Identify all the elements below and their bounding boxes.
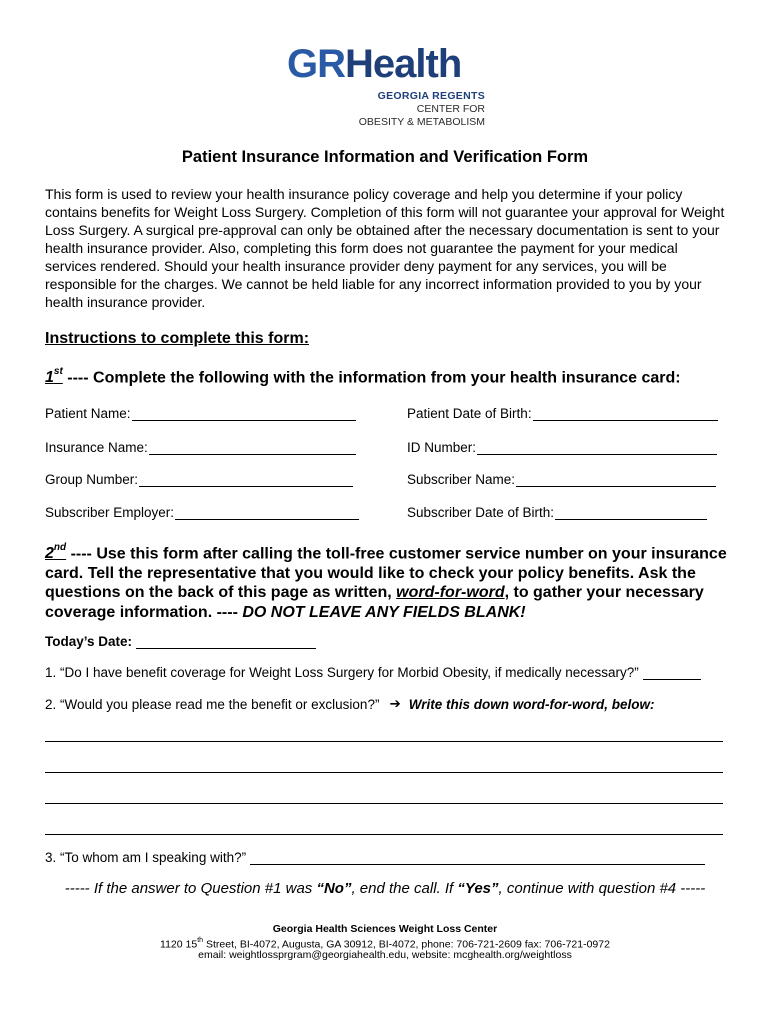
subscriber-employer-label: Subscriber Employer: <box>45 505 175 520</box>
subscriber-dob-line[interactable] <box>555 506 707 520</box>
arrow-right-icon: ➔ <box>389 696 401 711</box>
subscriber-employer-line[interactable] <box>175 506 359 520</box>
logo-line-3: OBESITY & METABOLISM <box>358 116 485 128</box>
id-number-line[interactable] <box>477 441 717 455</box>
footer-org-name: Georgia Health Sciences Weight Loss Center <box>272 923 498 935</box>
logo-line-2: CENTER FOR <box>416 103 485 115</box>
step1-heading: 1st ---- Complete the following with the information from your health insurance card: <box>45 366 681 387</box>
step2-heading: 2nd ---- Use this form after calling the toll-free customer service number on your insurance card. Tell the representative that you would like to check your policy benefits. Ask the questions on the back of this page as written, word-for-word, to gather your necessary coverage information. ---- DO NOT LEAVE ANY FIELDS BLANK! <box>45 542 727 621</box>
question-2-text: 2. “Would you please read me the benefit or exclusion?” <box>45 697 380 712</box>
page-title: Patient Insurance Information and Verification Form <box>181 148 589 166</box>
patient-name-label: Patient Name: <box>45 406 131 421</box>
end-note: ----- If the answer to Question #1 was “No”, end the call. If “Yes”, continue with question #4 ----- <box>64 880 706 897</box>
step2-ordinal: 2nd <box>45 542 67 563</box>
question-3 <box>45 850 705 865</box>
intro-paragraph: This form is used to review your health insurance policy coverage and help you determine if your policy contains benefits for Weight Loss Surgery. Completion of this form will not guarantee your approval for Weight Loss Surgery. A surgical pre-approval can only be obtained after the necessary documentation is sent to your health insurance provider. Also, completing this form does not guarantee the payment for your medical services rendered. Should your health insurance provider deny payment for any services, you will be responsible for the charges. We cannot be held liable for any incorrect information provided to you by your health insurance provider. <box>45 186 725 310</box>
question-2-instruction: Write this down word-for-word, below: <box>408 697 655 712</box>
patient-name-field[interactable] <box>45 406 356 421</box>
step1-ordinal: 1st <box>45 366 63 387</box>
patient-dob-label: Patient Date of Birth: <box>407 406 532 421</box>
answer-line-4[interactable] <box>45 834 723 835</box>
insurance-name-field[interactable] <box>45 440 356 455</box>
answer-line-2[interactable] <box>45 772 723 773</box>
insurance-name-line[interactable] <box>149 441 356 455</box>
group-number-field[interactable] <box>45 472 353 487</box>
answer-line-3[interactable] <box>45 803 723 804</box>
todays-date-label: Today’s Date: <box>45 634 133 649</box>
todays-date-field[interactable] <box>45 634 316 649</box>
gr-health-logo <box>285 42 495 134</box>
id-number-field[interactable] <box>407 440 717 455</box>
todays-date-line[interactable] <box>136 635 316 649</box>
group-number-label: Group Number: <box>45 472 139 487</box>
footer-contact: email: weightlossprgram@georgiahealth.edu, website: mcghealth.org/weightloss <box>198 949 572 961</box>
question-1 <box>45 665 701 680</box>
instructions-heading: Instructions to complete this form: <box>45 330 310 347</box>
subscriber-name-label: Subscriber Name: <box>407 472 516 487</box>
insurance-name-label: Insurance Name: <box>45 440 148 455</box>
footer-address: 1120 15th Street, BI-4072, Augusta, GA 30912, BI-4072, phone: 706-721-2609 fax: 706-721-0972 <box>160 937 610 951</box>
question-1-text: 1. “Do I have benefit coverage for Weight Loss Surgery for Morbid Obesity, if medically necessary?” <box>45 665 639 680</box>
group-number-line[interactable] <box>139 473 353 487</box>
answer-line-1[interactable] <box>45 741 723 742</box>
question-2 <box>45 696 655 712</box>
subscriber-name-field[interactable] <box>407 472 716 487</box>
subscriber-employer-field[interactable] <box>45 505 359 520</box>
step2-warning: DO NOT LEAVE ANY FIELDS BLANK! <box>242 603 526 621</box>
logo-line-1: GEORGIA REGENTS <box>377 90 485 102</box>
question-3-text: 3. “To whom am I speaking with?” <box>45 850 247 865</box>
subscriber-dob-field[interactable] <box>407 505 707 520</box>
logo-wordmark: GRHealth <box>287 42 462 86</box>
id-number-label: ID Number: <box>407 440 477 455</box>
patient-name-line[interactable] <box>132 407 356 421</box>
subscriber-dob-label: Subscriber Date of Birth: <box>407 505 555 520</box>
patient-dob-line[interactable] <box>533 407 718 421</box>
subscriber-name-line[interactable] <box>516 473 716 487</box>
patient-dob-field[interactable] <box>407 406 718 421</box>
question-1-answer-line[interactable] <box>643 666 701 680</box>
question-3-answer-line[interactable] <box>250 851 705 865</box>
